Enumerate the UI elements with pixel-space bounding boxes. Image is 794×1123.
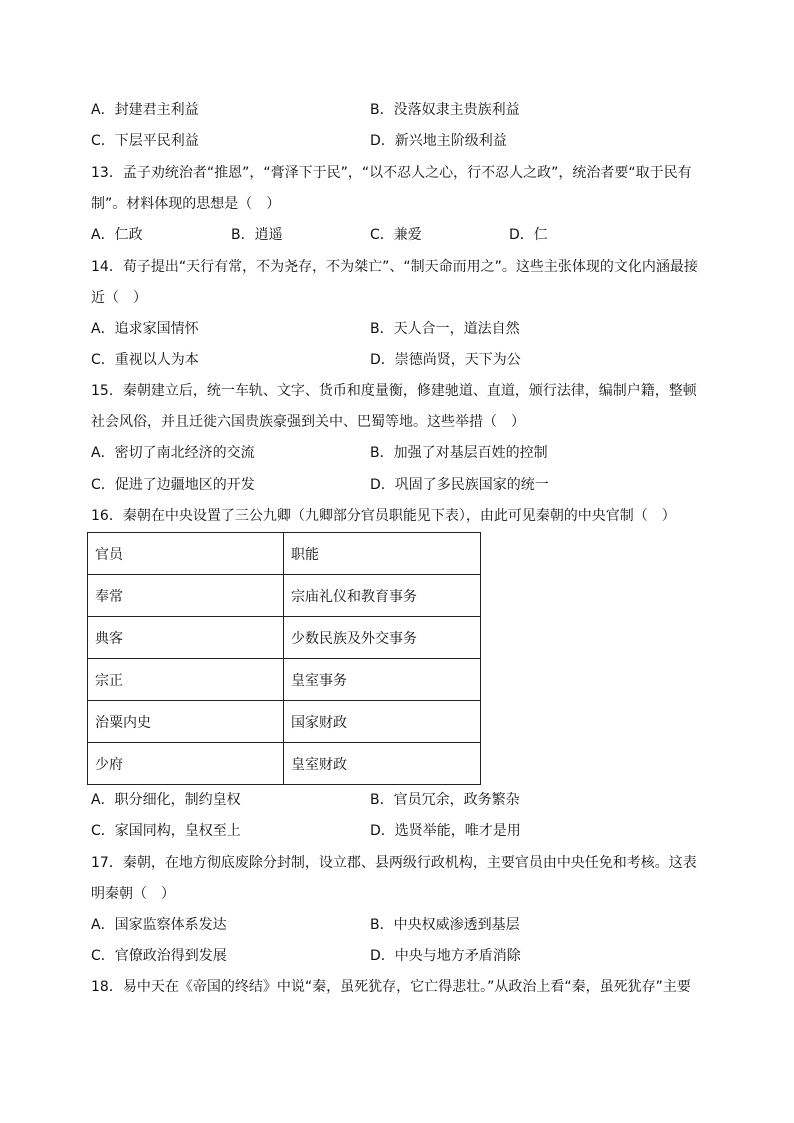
q12-option-d: D．新兴地主阶级利益: [370, 133, 507, 149]
table-cell-function: 国家财政: [284, 701, 481, 743]
q16-stem: 16．秦朝在中央设置了三公九卿（九卿部分官员职能见下表），由此可见秦朝的中央官制（ ）: [91, 508, 676, 524]
q17-stem-line1: 17．秦朝，在地方彻底废除分封制，设立郡、县两级行政机构，主要官员由中央任免和考核。这表: [91, 855, 697, 871]
q12-option-a: A．封建君主利益: [91, 102, 199, 118]
officials-table: [87, 532, 481, 785]
q18-stem-line1: 18．易中天在《帝国的终结》中说“秦，虽死犹存，它亡得悲壮。”从政治上看“秦，虽死犹存”主要: [91, 979, 691, 995]
q15-stem-line1: 15．秦朝建立后，统一车轨、文字、货币和度量衡，修建驰道、直道，颁行法律，编制户籍，整顿: [91, 383, 697, 399]
table-cell-official: 治粟内史: [88, 701, 284, 743]
table-cell-function: 皇室事务: [284, 659, 481, 701]
q13-option-b: B．逍遥: [231, 227, 283, 243]
q13-option-c: C．兼爱: [370, 227, 422, 243]
table-cell-official: 少府: [88, 743, 284, 785]
table-row: [88, 617, 481, 659]
table-row: [88, 743, 481, 785]
table-header-row: [88, 533, 481, 575]
q15-stem-line2: 社会风俗，并且迁徙六国贵族豪强到关中、巴蜀等地。这些举措（ ）: [91, 414, 525, 430]
q14-option-d: D．崇德尚贤，天下为公: [370, 352, 521, 368]
q15-option-a: A．密切了南北经济的交流: [91, 445, 255, 461]
q13-option-a: A．仁政: [91, 227, 143, 243]
q12-option-b: B．没落奴隶主贵族利益: [370, 102, 520, 118]
q15-option-b: B．加强了对基层百姓的控制: [370, 445, 548, 461]
q16-option-d: D．选贤举能，唯才是用: [370, 823, 521, 839]
q15-option-c: C．促进了边疆地区的开发: [91, 477, 255, 493]
q17-option-c: C．官僚政治得到发展: [91, 948, 227, 964]
table-row: [88, 659, 481, 701]
table-cell-function: 少数民族及外交事务: [284, 617, 481, 659]
q14-option-a: A．追求家国情怀: [91, 321, 199, 337]
q14-option-b: B．天人合一，道法自然: [370, 321, 520, 337]
q14-stem-line2: 近（ ）: [91, 290, 147, 306]
q16-option-a: A．职分细化，制约皇权: [91, 792, 241, 808]
q12-option-c: C．下层平民利益: [91, 133, 199, 149]
q13-option-d: D．仁: [509, 227, 548, 243]
q14-stem-line1: 14．荀子提出“天行有常，不为尧存，不为桀亡”、“制天命而用之”。这些主张体现的文化内涵最接: [91, 259, 698, 275]
table-cell-official: 宗正: [88, 659, 284, 701]
q17-option-d: D．中央与地方矛盾消除: [370, 948, 521, 964]
q13-stem-line1: 13．孟子劝统治者“推恩”，“膏泽下于民”，“以不忍人之心，行不忍人之政”，统治者要“取于民有: [91, 165, 692, 181]
q13-stem-line2: 制”。材料体现的思想是（ ）: [91, 196, 281, 212]
table-header-official: 官员: [88, 533, 284, 575]
q16-option-b: B．官员冗余，政务繁杂: [370, 792, 520, 808]
table-cell-official: 典客: [88, 617, 284, 659]
q16-option-c: C．家国同构，皇权至上: [91, 823, 241, 839]
table-cell-official: 奉常: [88, 575, 284, 617]
q14-option-c: C．重视以人为本: [91, 352, 199, 368]
table-row: [88, 575, 481, 617]
q17-option-b: B．中央权威渗透到基层: [370, 917, 520, 933]
table-cell-function: 皇室财政: [284, 743, 481, 785]
table-row: [88, 701, 481, 743]
table-cell-function: 宗庙礼仪和教育事务: [284, 575, 481, 617]
q15-option-d: D．巩固了多民族国家的统一: [370, 477, 549, 493]
q17-option-a: A．国家监察体系发达: [91, 917, 227, 933]
q17-stem-line2: 明秦朝（ ）: [91, 886, 175, 902]
table-header-function: 职能: [284, 533, 481, 575]
